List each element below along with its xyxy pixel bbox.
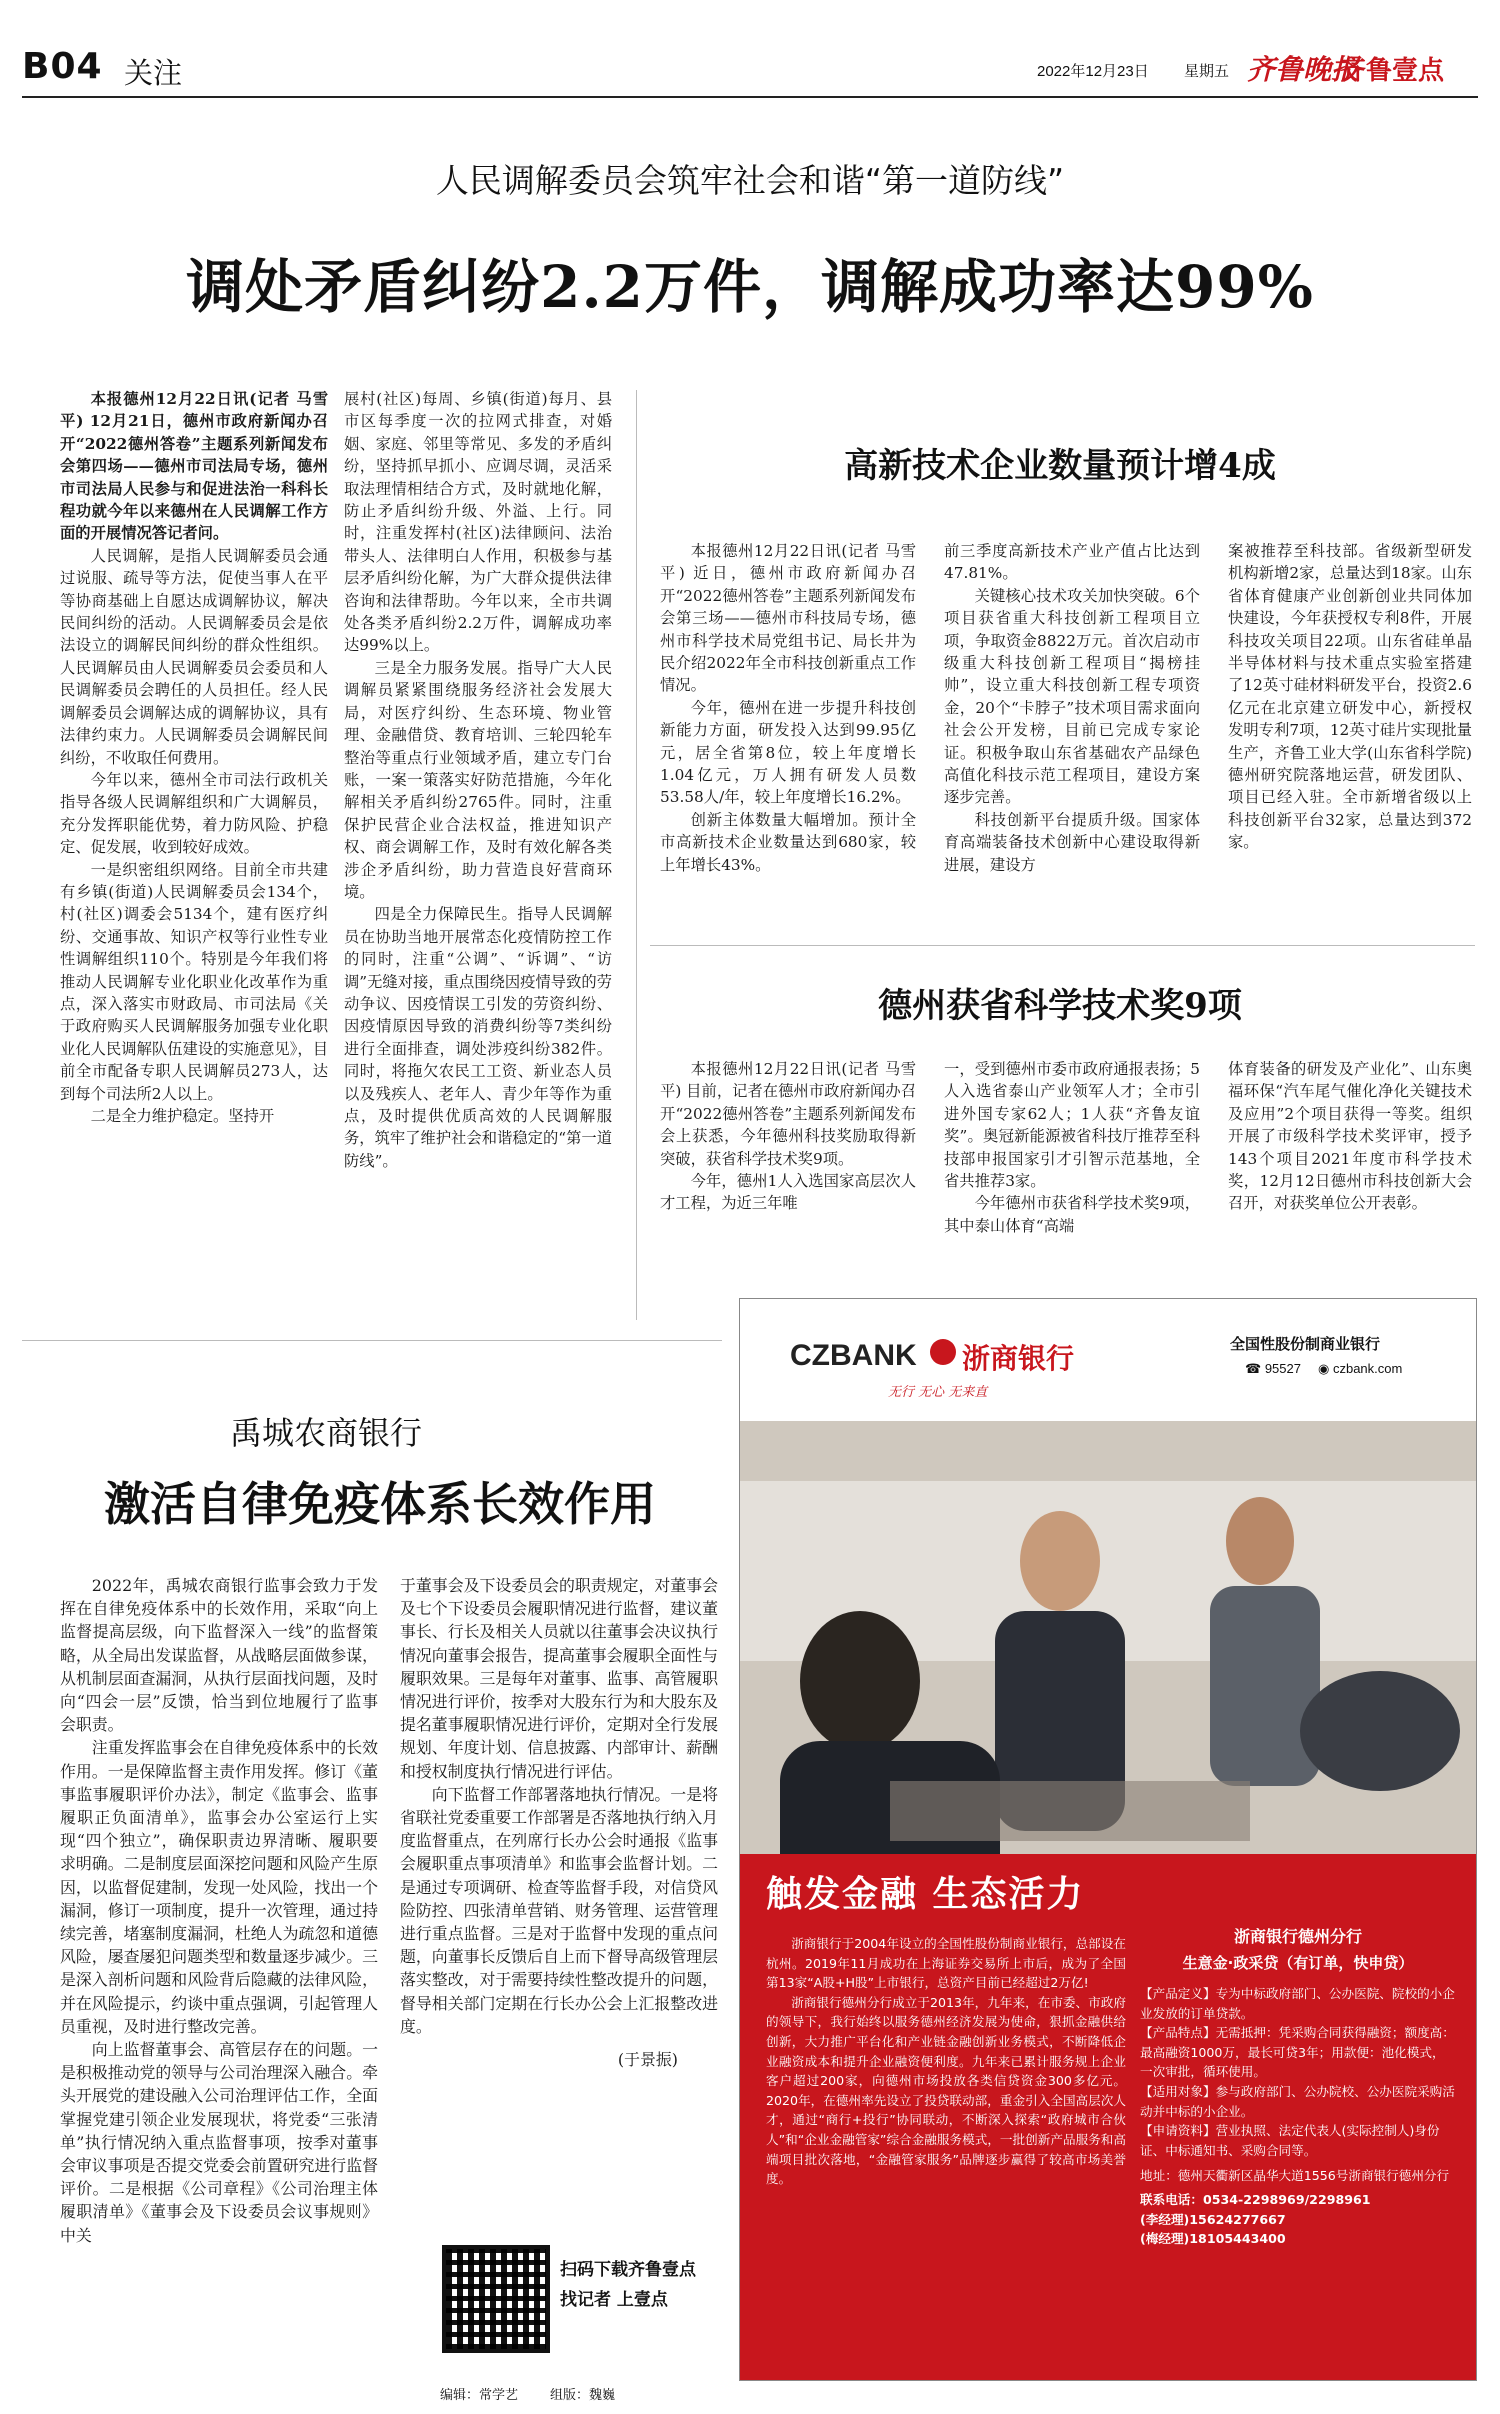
article1-column1: [60, 388, 328, 1127]
article4-kicker: 禹城农商银行: [230, 1414, 423, 1452]
newspaper-logo: 齐鲁晚报: [1247, 53, 1360, 86]
article-divider: [650, 945, 1475, 946]
paragraph: 人民调解，是指人民调解委员会通过说服、疏导等方法，促使当事人在平等协商基础上自愿达成调解协议，解决民间纠纷的活动。人民调解委员会是依法设立的调解民间纠纷的群众性组织。人民调解员由人民调解委员会委员和人民调解委员会聘任的人员担任。经人民调解委员会调解达成的调解协议，具有法律约束力。人民调解委员会调解民间纠纷，不收取任何费用。: [60, 546, 328, 767]
article3-headline: 德州获省科学技术奖9项: [878, 986, 1242, 1026]
paragraph: 三是全力服务发展。指导广大人民调解员紧紧围绕服务经济社会发展大局，对医疗纠纷、生态环境、物业管理、金融借贷、教育培训、三轮四轮车整治等重点行业领域矛盾，建立专门台账，一案一策落实好防范措施，今年化解相关矛盾纠纷2765件。同时，注重保护民营企业合法权益，推进知识产权、商会调解工作，及时有效化解各类涉企矛盾纠纷，助力营造良好营商环境。: [344, 658, 612, 901]
dateline: 本报德州12月22日讯(记者 马雪平) 12月21日，德州市政府新闻办召开“2022德州答卷”主题系列新闻发布会第四场——德州市司法局专场，德州市司法局人民参与和促进法治一科科长程功就今年以来德州在人民调解工作方面的开展情况答记者问。: [60, 390, 328, 543]
paragraph: 科技创新平台提质升级。国家体育高端装备技术创新中心建设取得新进展，建设方: [944, 810, 1200, 874]
paragraph: 本报德州12月22日讯(记者 马雪平) 目前，记者在德州市政府新闻办召开“2022德州答卷”主题系列新闻发布会上获悉，今年德州科技奖励取得新突破，获省科学技术奖9项。: [660, 1060, 916, 1168]
ad-right-sub: 生意金·政采贷（有订单，快申贷）: [1182, 1954, 1414, 1972]
ad-info-panel: [740, 1854, 1476, 2380]
paragraph: 今年，德州1人入选国家高层次人才工程，为近三年唯: [660, 1172, 916, 1213]
ad-left-text: [766, 1934, 1126, 2189]
ad-right-list: [1140, 1984, 1456, 2249]
page-number: B04: [22, 46, 103, 87]
paragraph: 2022年，禹城农商银行监事会致力于发挥在自律免疫体系中的长效作用，采取“向上监督提高层级，向下监督深入一线”的监督策略，从全局出发谋监督，从战略层面做参谋，从机制层面查漏洞，从执行层面找问题，及时向“四会一层”反馈，恰当到位地履行了监事会职责。: [60, 1576, 378, 1735]
paragraph: 体育装备的研发及产业化”、山东奥福环保“汽车尾气催化净化关键技术及应用”2个项目获得一等奖。组织开展了市级科学技术奖评审，授予143个项目2021年度市科学技术奖，12月12日德州市科技创新大会召开，对获奖单位公开表彰。: [1228, 1060, 1472, 1213]
issue-date: 2022年12月23日: [1037, 63, 1149, 80]
bank-advertisement[interactable]: [739, 1298, 1477, 2381]
ad-right-item: 【适用对象】参与政府部门、公办院校、公办医院采购活动并中标的小企业。: [1140, 2083, 1455, 2119]
article3-column3: [1228, 1058, 1472, 1215]
qr-label-1: 扫码下载齐鲁壹点: [560, 2260, 696, 2280]
ad-paragraph: 浙商银行于2004年设立的全国性股份制商业银行，总部设在杭州。2019年11月成功在上海证券交易所上市后，成为了全国第13家“A股+H股”上市银行，总资产目前已经超过2万亿!: [766, 1936, 1126, 1991]
byline: (于景振): [617, 2050, 678, 2070]
article3-column1: [660, 1058, 916, 1215]
phone-icon: ☎: [1245, 1361, 1265, 1376]
ad-right-item: 【申请资料】营业执照、法定代表人(实际控制人)身份证、中标通知书、采购合同等。: [1140, 2123, 1440, 2158]
paragraph: 本报德州12月22日讯(记者 马雪平) 近日，德州市政府新闻办召开“2022德州答卷”主题系列新闻发布会第三场——德州市科技局专场，德州市科学技术局党组书记、局长井为民介绍2022年全市科技创新重点工作情况。: [660, 542, 916, 695]
paragraph: 向下监督工作部署落地执行情况。一是将省联社党委重要工作部署是否落地执行纳入月度监督重点，在列席行长办公会时通报《监事会履职重点事项清单》和监事会监督计划。二是通过专项调研、检查等监督手段，对信贷风险防控、四张清单营销、财务管理、运营管理进行重点监督。三是对于监督中发现的重点问题，向董事长反馈后自上而下督导高级管理层落实整改，对于需要持续性整改提升的问题，督导相关部门定期在行长办公会上汇报整改进度。: [400, 1784, 718, 2036]
ad-right-head: 浙商银行德州分行: [1233, 1927, 1362, 1946]
ad-phone: [1245, 1361, 1301, 1377]
paragraph: 关键核心技术攻关加快突破。6个项目获省重大科技创新工程项目立项，争取资金8822万元。首次启动市级重大科技创新工程项目“揭榜挂帅”，设立重大科技创新工程专项资金，20个“卡脖子”技术项目需求面向社会公开发榜，目前已完成专家论证。积极争取山东省基础农产品绿色高值化科技示范工程项目，建设方案逐步完善。: [944, 586, 1200, 807]
ad-right-title: 全国性股份制商业银行: [1230, 1335, 1381, 1353]
ad-right-item: 【产品特点】无需抵押：凭采购合同获得融资；额度高：最高融资1000万，最长可贷3年；用款便：池化模式，一次审批，循环使用。: [1140, 2025, 1455, 2080]
paragraph: 今年以来，德州全市司法行政机关指导各级人民调解组织和广大调解员，充分发挥职能优势，着力防风险、护稳定、促发展，收到较好成效。: [60, 770, 328, 857]
paragraph: 创新主体数量大幅增加。预计全市高新技术企业数量达到680家，较上年增长43%。: [660, 810, 916, 874]
paragraph: 注重发挥监事会在自律免疫体系中的长效作用。一是保障监督主责作用发挥。修订《董事监事履职评价办法》，制定《监事会、监事履职正负面清单》，监事会办公室运行上实现“四个独立”，确保职责边界清晰、履职要求明确。二是制度层面深挖问题和风险产生原因，以监督促建制，发现一处风险，找出一个漏洞，修订一项制度，提升一次管理，通过持续完善，堵塞制度漏洞，杜绝人为疏忽和道德风险，屡查屡犯问题类型和数量逐步减少。三是深入剖析问题和风险背后隐藏的法律风险，并在风险提示，约谈中重点强调，引起管理人员重视，及时进行整改完善。: [60, 1738, 378, 2036]
paragraph: 于董事会及下设委员会的职责规定，对董事会及七个下设委员会履职情况进行监督，建议董事长、行长及相关人员就以往董事会决议执行情况向董事会报告，提高董事会履职全面性与履职效果。三是每年对董事、监事、高管履职情况进行评价，按季对大股东行为和大股东及提名董事履职情况进行评价，定期对全行发展规划、年度计划、信息披露、内部审计、薪酬和授权制度执行情况进行评估。: [400, 1576, 718, 1781]
bank-slogan: 无行 无心 无来直: [888, 1385, 988, 1400]
article2-headline: 高新技术企业数量预计增4成: [844, 446, 1276, 486]
paragraph: 今年，德州在进一步提升科技创新能力方面，研发投入达到99.95亿元，居全省第8位，较上年度增长1.04亿元，万人拥有研发人员数53.58人/年，较上年度增长16.2%。: [660, 698, 916, 807]
article4-column1: [60, 1574, 378, 2247]
ad-contact: (梅经理)18105443400: [1140, 2231, 1286, 2247]
ad-big-slogan: 触发金融 生态活力: [766, 1874, 1085, 1915]
paragraph: 二是全力维护稳定。坚持开: [90, 1107, 275, 1125]
column-divider: [636, 390, 637, 1320]
article4-column2: [400, 1574, 718, 2071]
phone-number: 95527: [1264, 1361, 1301, 1376]
ad-contact: (李经理)15624277667: [1140, 2211, 1286, 2227]
article3-column2: [944, 1058, 1200, 1237]
paragraph: 展村(社区)每周、乡镇(街道)每月、县市区每季度一次的拉网式排查，对婚姻、家庭、邻里等常见、多发的矛盾纠纷，坚持抓早抓小、应调尽调，灵活采取法理情相结合方式，及时就地化解，防止矛盾纠纷升级、外溢、上行。同时，注重发挥村(社区)法律顾问、法治带头人、法律明白人作用，积极参与基层矛盾纠纷化解，为广大群众提供法律咨询和法律帮助。今年以来，全市共调处各类矛盾纠纷2.2万件，调解成功率达99%以上。: [344, 390, 612, 655]
paragraph: 案被推荐至科技部。省级新型研发机构新增2家，总量达到18家。山东省体育健康产业创新创业共同体加快建设，今年获授权专利8件，开展科技攻关项目22项。山东省硅单晶半导体材料与技术重点实验室搭建了12英寸硅材料研发平台，投资2.6亿元在北京建立研发中心，新授权发明专利7项，12英寸硅片实现批量生产，齐鲁工业大学(山东省科学院)德州研究院落地运营，研发团队、项目已经入驻。全市新增省级以上科技创新平台32家，总量达到372家。: [1228, 542, 1472, 852]
bank-logo-cn: 浙商银行: [962, 1342, 1075, 1375]
bank-logo-en: CZBANK: [790, 1339, 917, 1372]
paragraph: 向上监督董事会、高管层存在的问题。一是积极推动党的领导与公司治理深入融合。牵头开展党的建设融入公司治理评估工作，全面掌握党建引领企业发展现状，将党委“三张清单”执行情况纳入重点监督事项，按季对董事会审议事项是否提交党委会前置研究进行监督评价。二是根据《公司章程》《公司治理主体履职清单》《董事会及下设委员会议事规则》中关: [60, 2040, 378, 2245]
qr-label-2: 找记者 上壹点: [560, 2290, 668, 2310]
app-logo: 齐鲁壹点: [1340, 56, 1445, 86]
article2-column1: [660, 540, 916, 876]
article-divider: [22, 1340, 722, 1341]
paragraph: 四是全力保障民生。指导人民调解员在协助当地开展常态化疫情防控工作的同时，注重“公调”、“诉调”、“访调”无缝对接，重点围绕因疫情导致的劳动争议、因疫情误工引发的劳资纠纷、因疫情原因导致的消费纠纷等7类纠纷进行全面排查，调处涉疫纠纷382件。同时，将拖欠农民工工资、新业态人员以及残疾人、老年人、青少年等作为重点，及时提供优质高效的人民调解服务，筑牢了维护社会和谐稳定的“第一道防线”。: [344, 905, 612, 1170]
header-rule: [22, 96, 1478, 98]
issue-weekday: 星期五: [1184, 63, 1230, 80]
globe-icon: ◉: [1318, 1361, 1333, 1376]
ad-header: [740, 1299, 1476, 1421]
ad-contact: 联系电话：0534-2298969/2298961: [1140, 2191, 1371, 2207]
ad-paragraph: 浙商银行德州分行成立于2013年，九年来，在市委、市政府的领导下，我行始终以服务德州经济发展为使命，狠抓金融供给创新，大力推广平台化和产业链金融创新业务模式，不断降低企业融资成本和提升企业融资便利度。九年来已累计服务规上企业客户超过200家，向德州市场投放各类信贷资金300多亿元。2020年，在德州率先设立了投贷联动部，重金引入全国高层次人才，通过“商行+投行”协同联动，不断深入探索“政府城市合伙人”和“企业金融管家”综合金融服务模式，一批创新产品服务和高端项目批次落地，“金融管家服务”品牌逐步赢得了较高市场美誉度。: [766, 1994, 1126, 2187]
ad-web: [1318, 1361, 1402, 1377]
paragraph: 今年德州市获省科学技术奖9项，其中泰山体育“高端: [944, 1194, 1200, 1235]
paragraph: 一是织密组织网络。目前全市共建有乡镇(街道)人民调解委员会134个，村(社区)调委会5134个，建有医疗纠纷、交通事故、知识产权等行业性专业性调解组织110个。特别是今年我们将推动人民调解专业化职业化改革作为重点，深入落实市财政局、市司法局《关于政府购买人民调解服务加强专业化职业化人民调解队伍建设的实施意见》，目前全市配备专职人民调解员273人，达到每个司法所2人以上。: [60, 860, 328, 1103]
paragraph: 一，受到德州市委市政府通报表扬；5人入选省泰山产业领军人才；全市引进外国专家62人；1人获“齐鲁友谊奖”。奥冠新能源被省科技厅推荐至科技部申报国家引才引智示范基地，全省共推荐3家。: [944, 1060, 1200, 1191]
ad-right-item: 【产品定义】专为中标政府部门、公办医院、院校的小企业发放的订单贷款。: [1140, 1986, 1455, 2021]
layout-credit: 组版：魏巍: [550, 2388, 616, 2403]
bank-logo-icon: [930, 1339, 956, 1365]
website: czbank.com: [1332, 1361, 1403, 1376]
ad-address: 地址：德州天衢新区晶华大道1556号浙商银行德州分行: [1140, 2168, 1450, 2184]
article1-column2: [344, 388, 612, 1172]
editor-credit: 编辑：常学艺: [440, 2388, 519, 2403]
article2-column3: [1228, 540, 1472, 854]
page-header: [22, 42, 1478, 94]
paragraph: 前三季度高新技术产业产值占比达到47.81%。: [944, 542, 1200, 583]
qr-code[interactable]: [442, 2245, 550, 2353]
article1-headline: 调处矛盾纠纷2.2万件，调解成功率达99%: [186, 253, 1314, 321]
article1-kicker: 人民调解委员会筑牢社会和谐“第一道防线”: [435, 161, 1065, 200]
section-name: 关注: [124, 56, 183, 90]
article2-column2: [944, 540, 1200, 876]
article4-headline: 激活自律免疫体系长效作用: [104, 1477, 656, 1531]
